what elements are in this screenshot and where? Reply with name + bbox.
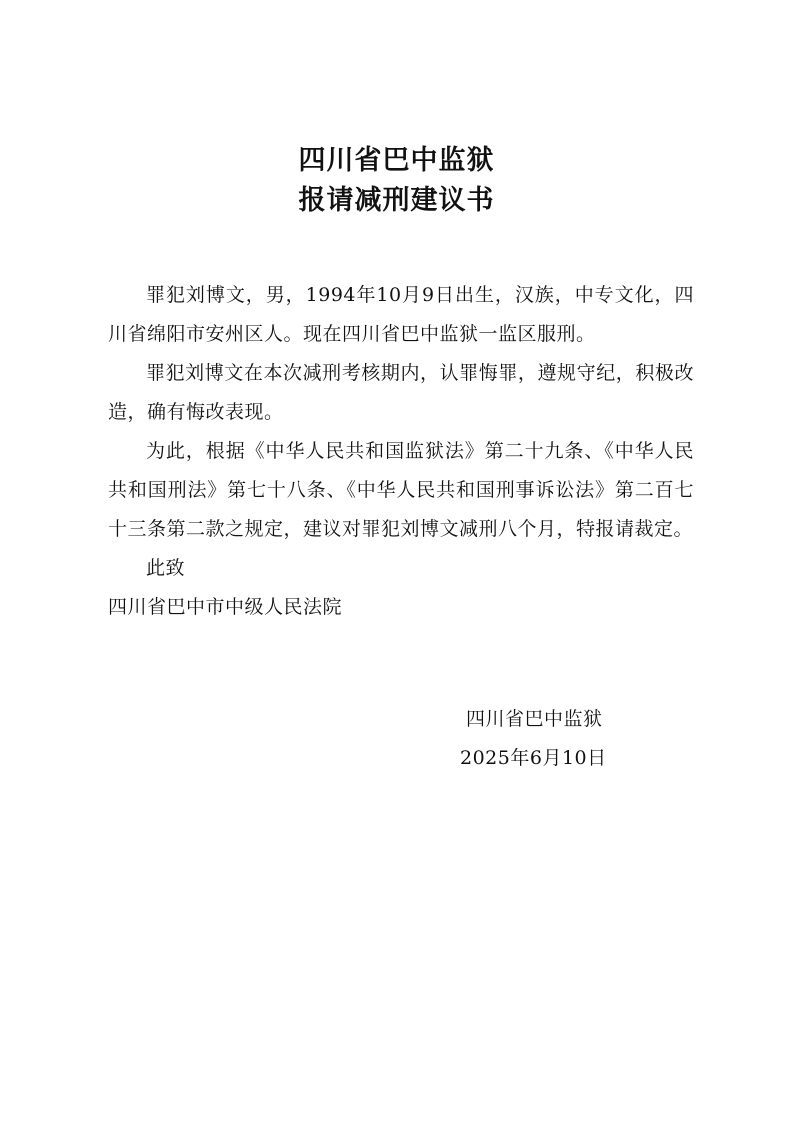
paragraph-legal-basis: 为此，根据《中华人民共和国监狱法》第二十九条、《中华人民共和国刑法》第七十八条、《中华人民共和国刑事诉讼法》第二百七十三条第二款之规定，建议对罪犯刘博文减刑八个月，特报请裁定。 (108, 440, 694, 540)
paragraph-performance: 罪犯刘博文在本次减刑考核期内，认罪悔罪，遵规守纪，积极改造，确有悔改表现。 (108, 362, 694, 423)
recipient-court: 四川省巴中市中级人民法院 (108, 596, 343, 618)
signature-date: 2025年6月10日 (460, 747, 607, 769)
paragraph-offender-info: 罪犯刘博文，男，1994年10月9日出生，汉族，中专文化，四川省绵阳市安州区人。现在四川省巴中监狱一监区服刑。 (108, 284, 694, 345)
paragraph-salutation: 此致 (146, 557, 186, 579)
signature-block (460, 700, 660, 778)
document-title-line1: 四川省巴中监狱 (298, 145, 495, 176)
signature-organization: 四川省巴中监狱 (466, 708, 603, 730)
document-title-line2: 报请减刑建议书 (298, 185, 495, 216)
document-body (108, 276, 694, 627)
